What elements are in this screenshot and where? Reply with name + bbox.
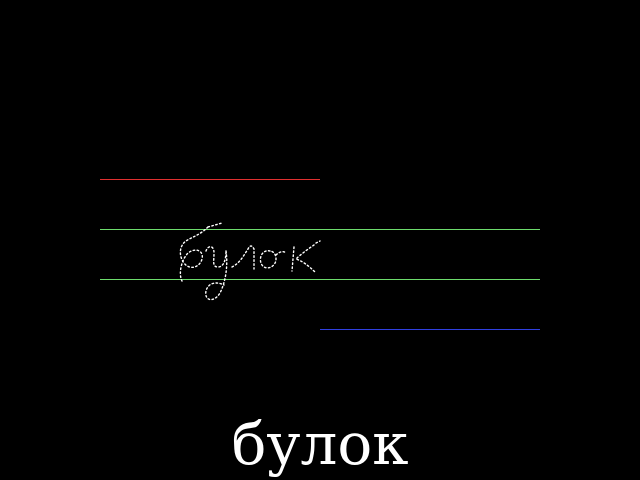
handwritten-word-dotted bbox=[170, 215, 330, 310]
guide-line-top-red bbox=[100, 179, 320, 180]
guide-line-bottom-blue bbox=[320, 329, 540, 330]
word-caption: булок bbox=[231, 410, 409, 478]
